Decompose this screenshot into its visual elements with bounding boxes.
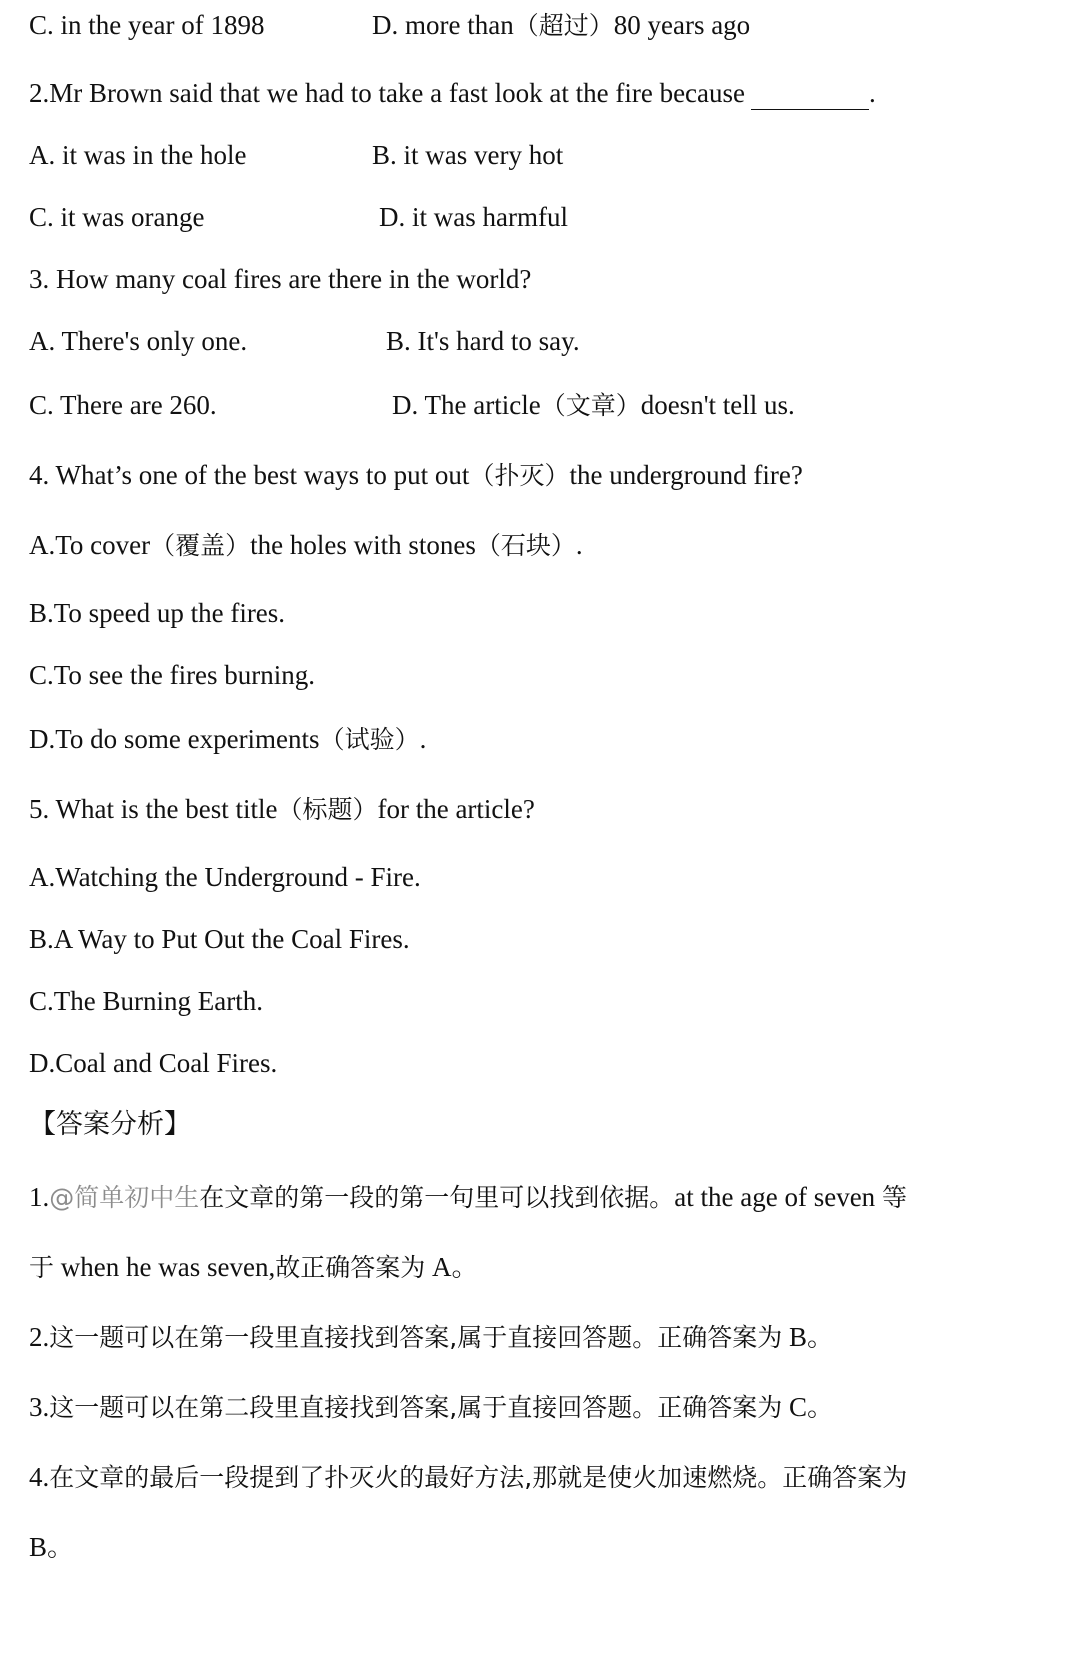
q3-option-c: C. There are 260.: [29, 390, 217, 420]
analysis-4-line2: B。: [29, 1532, 75, 1562]
q2-answer-blank: [751, 79, 869, 110]
analysis-1-line2: 于 when he was seven,故正确答案为 A。: [29, 1252, 479, 1282]
q4-option-c: C.To see the fires burning.: [29, 660, 316, 690]
q4-option-d: D.To do some experiments（试验）.: [29, 724, 427, 754]
q4-option-b: B.To speed up the fires.: [29, 598, 286, 628]
q4-stem: 4. What’s one of the best ways to put out（扑灭）the underground fire?: [29, 460, 803, 490]
q2-option-b: B. it was very hot: [372, 140, 564, 170]
q1-option-d: D. more than（超过）80 years ago: [372, 10, 751, 40]
analysis-3: 3.这一题可以在第二段里直接找到答案,属于直接回答题。正确答案为 C。: [29, 1392, 834, 1422]
q5-option-b: B.A Way to Put Out the Coal Fires.: [29, 924, 410, 954]
analysis-2: 2.这一题可以在第一段里直接找到答案,属于直接回答题。正确答案为 B。: [29, 1322, 834, 1352]
q3-option-b: B. It's hard to say.: [386, 326, 580, 356]
q5-option-c: C.The Burning Earth.: [29, 986, 263, 1016]
q5-option-d: D.Coal and Coal Fires.: [29, 1048, 278, 1078]
q3-option-a: A. There's only one.: [29, 326, 248, 356]
q3-option-d: D. The article（文章）doesn't tell us.: [392, 390, 795, 420]
q2-option-a: A. it was in the hole: [29, 140, 247, 170]
q2-option-c: C. it was orange: [29, 202, 205, 232]
q5-stem: 5. What is the best title（标题）for the article?: [29, 794, 535, 824]
q2-option-d: D. it was harmful: [379, 202, 568, 232]
analysis-heading: 【答案分析】: [29, 1109, 191, 1140]
watermark-label: @简单初中生: [49, 1183, 200, 1212]
q1-option-c: C. in the year of 1898: [29, 10, 265, 40]
q2-stem: 2.Mr Brown said that we had to take a fast look at the fire because .: [29, 78, 876, 108]
analysis-1-line1: 1.@简单初中生在文章的第一段的第一句里可以找到依据。at the age of seven 等: [29, 1182, 907, 1212]
q4-option-a: A.To cover（覆盖）the holes with stones（石块）.: [29, 530, 583, 560]
analysis-4-line1: 4.在文章的最后一段提到了扑灭火的最好方法,那就是使火加速燃烧。正确答案为: [29, 1462, 908, 1492]
q3-stem: 3. How many coal fires are there in the world?: [29, 264, 532, 294]
q5-option-a: A.Watching the Underground - Fire.: [29, 862, 421, 892]
